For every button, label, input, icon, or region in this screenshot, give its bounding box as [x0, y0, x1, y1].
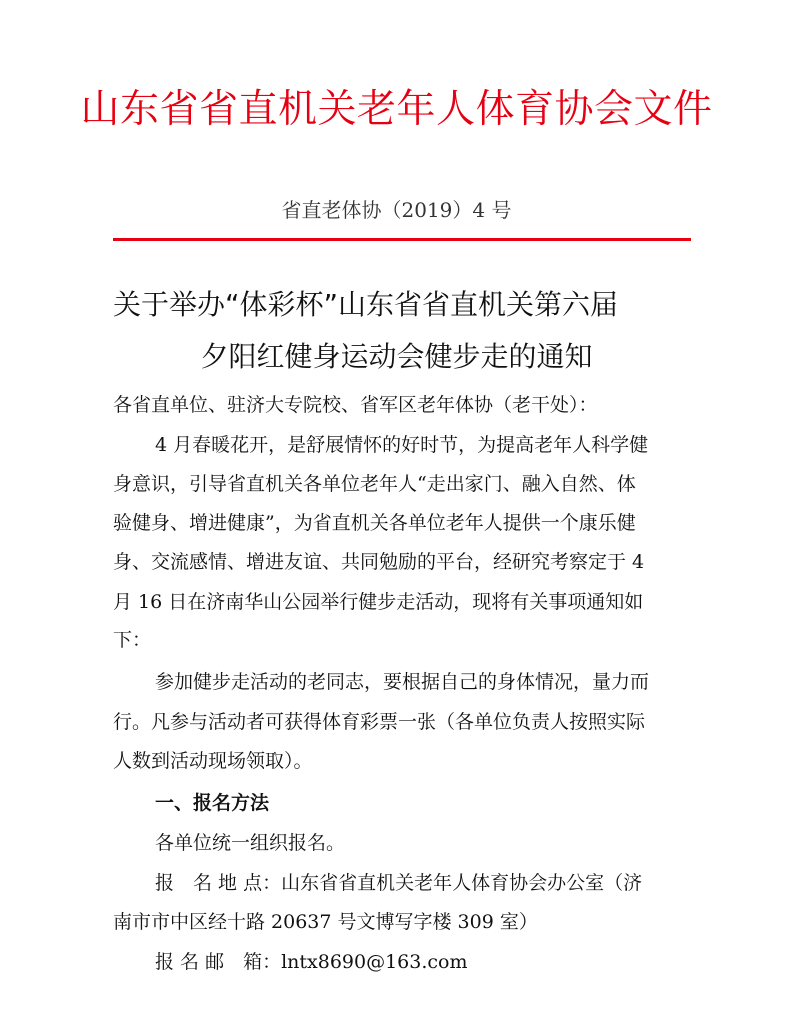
paragraph-1-line: 验健身、增进健康”，为省直机关各单位老年人提供一个康乐健	[113, 512, 636, 534]
red-divider-line	[113, 238, 691, 241]
notice-title-line-2: 夕阳红健身运动会健步走的通知	[200, 340, 593, 373]
registration-address-line: 报 名 地 点：山东省省直机关老年人体育协会办公室（济	[155, 872, 643, 894]
notice-title-line-1: 关于举办“体彩杯”山东省省直机关第六届	[113, 288, 619, 321]
paragraph-2-line: 行。凡参与活动者可获得体育彩票一张（各单位负责人按照实际	[113, 711, 646, 733]
paragraph-1-line: 身、交流感情、增进友谊、共同勉励的平台，经研究考察定于 4	[113, 551, 645, 573]
paragraph-2-line: 人数到活动现场领取）。	[113, 750, 313, 772]
paragraph-1-line: 身意识，引导省直机关各单位老年人“走出家门、融入自然、体	[113, 473, 636, 495]
paragraph-2-line: 参加健步走活动的老同志，要根据自己的身体情况，量力而	[155, 671, 650, 693]
paragraph-1-line: 月 16 日在济南华山公园举行健步走活动，现将有关事项通知如	[113, 591, 644, 613]
salutation: 各省直单位、驻济大专院校、省军区老年体协（老干处）：	[113, 394, 598, 416]
paragraph-1-line: 4 月春暖花开，是舒展情怀的好时节，为提高老年人科学健	[155, 434, 649, 456]
document-number: 省直老体协（2019）4 号	[281, 198, 512, 222]
paragraph-1-line: 下：	[113, 629, 152, 651]
section-1-text: 各单位统一组织报名。	[155, 832, 346, 854]
document-header-title: 山东省省直机关老年人体育协会文件	[80, 87, 713, 132]
registration-address-line: 南市市中区经十路 20637 号文博写字楼 309 室）	[113, 911, 538, 933]
registration-email: 报 名 邮 箱：lntx8690@163.com	[155, 951, 468, 973]
section-1-heading: 一、报名方法	[155, 792, 270, 814]
